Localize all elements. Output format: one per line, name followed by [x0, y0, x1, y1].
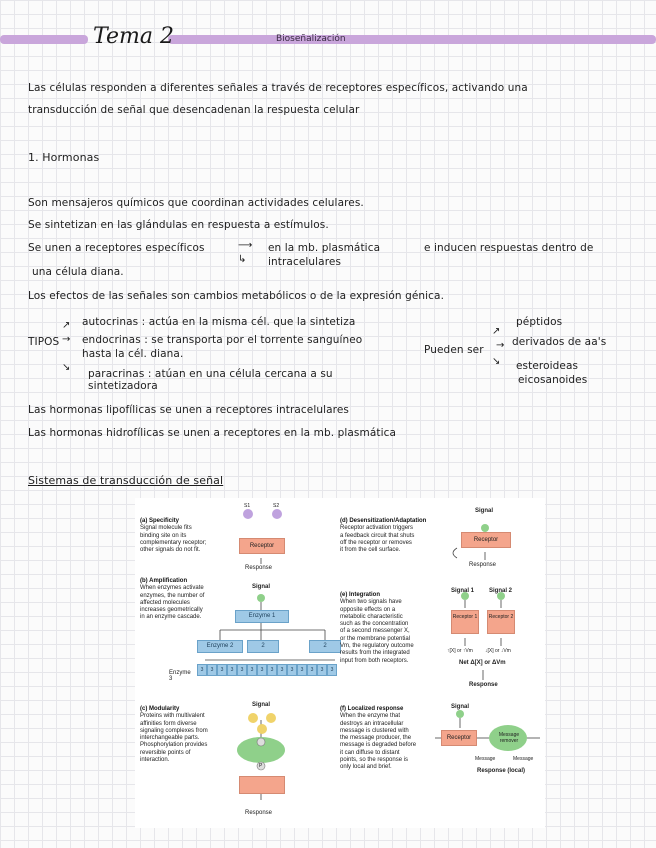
enzyme-3-box: 3 [237, 664, 247, 676]
receptor-box: Receptor [461, 532, 511, 548]
enzyme-3-box: 3 [207, 664, 217, 676]
panel-d-line: a feedback circuit that shuts [340, 532, 415, 539]
tipos-label: TIPOS [28, 336, 60, 348]
enzyme-3-box: 3 [197, 664, 207, 676]
net-change-label: Net Δ[X] or ΔVm [459, 660, 506, 666]
enzyme-2-box: 2 [247, 640, 279, 653]
panel-b-line: increases geometrically [140, 607, 203, 614]
panel-e-line: results from the integrated [340, 650, 410, 657]
panel-c-line: Proteins with multivalent [140, 713, 205, 720]
enzyme-3-box: 3 [277, 664, 287, 676]
text-line: Las hormonas lipofílicas se unen a receptores intracelulares [28, 404, 349, 416]
panel-f-line: only local and brief. [340, 764, 392, 771]
class-esteroideas: esteroideas [516, 360, 579, 372]
panel-b-title: (b) Amplification [140, 578, 188, 584]
tipo-endocrinas-cont: hasta la cél. diana. [82, 348, 184, 360]
text-line: Los efectos de las señales son cambios metabólicos o de la expresión génica. [28, 290, 445, 302]
panel-c-line: interchangeable parts. [140, 735, 200, 742]
section-heading-hormonas: 1. Hormonas [28, 151, 100, 164]
arrow-icon: ⟶ [238, 240, 253, 251]
response-label: Response [469, 562, 497, 568]
panel-e-line: or the membrane potential [340, 635, 411, 642]
panel-b-line: When enzymes activate [140, 585, 204, 592]
message-remover-label: Message remover [498, 732, 520, 744]
output-2-label: ↓[X] or ↓Vm [485, 648, 511, 654]
enzyme-3-box: 3 [257, 664, 267, 676]
receptor-1-box: Receptor 1 [451, 610, 479, 634]
enzyme-3-box: 3 [267, 664, 277, 676]
panel-a-title: (a) Specificity [140, 518, 180, 524]
panel-d-line: Receptor activation triggers [340, 525, 414, 532]
panel-c-line: signaling complexes from [140, 727, 208, 734]
enzyme-2-box: Enzyme 2 [197, 640, 243, 653]
curved-arrow-icon: ↳ [238, 254, 247, 265]
panel-d-text [340, 518, 460, 554]
signal-2-label: Signal 2 [489, 588, 513, 594]
pueden-ser-label: Pueden ser [424, 344, 484, 356]
signal-s1-label: S1 [244, 503, 251, 509]
enzyme-2-box: 2 [309, 640, 341, 653]
panel-e-line: input from both receptors. [340, 657, 409, 664]
class-eicosanoides: eicosanoides [518, 374, 588, 386]
signal-label: Signal [475, 508, 494, 514]
panel-f-text [340, 706, 440, 772]
panel-a-line: binding site on its [140, 532, 187, 539]
phospho-label: P [259, 763, 263, 769]
signal-s2-label: S2 [273, 503, 280, 509]
response-label: Response [469, 682, 498, 688]
enzyme-3-box: 3 [327, 664, 337, 676]
tipo-endocrinas: endocrinas : se transporta por el torrente sanguíneo [82, 334, 363, 346]
title-bar-left [0, 35, 88, 44]
response-label: Response [245, 565, 273, 571]
panel-e-line: Vm, the regulatory outcome [340, 643, 414, 650]
panel-f-title: (f) Localized response [340, 706, 404, 712]
panel-f-line: When the enzyme that [340, 713, 401, 720]
panel-f-line: points, so the response is [340, 757, 409, 764]
enzyme-1-box: Enzyme 1 [235, 610, 289, 623]
panel-d-title: (d) Desensitization/Adaptation [340, 518, 427, 524]
output-1-label: ↑[X] or ↑Vm [447, 648, 473, 654]
branch-intracellular: intracelulares [268, 256, 342, 268]
signal-label: Signal [451, 704, 470, 710]
curved-arrow-icon: ↗ [62, 320, 71, 331]
panel-b-line: affected molecules [140, 599, 190, 606]
panel-f-line: it can diffuse to distant [340, 749, 400, 756]
panel-e-line: such as the concentration [340, 621, 409, 628]
text-line: Se sintetizan en las glándulas en respuesta a estímulos. [28, 219, 329, 231]
curved-arrow-icon: ↘ [62, 362, 71, 373]
panel-b-text [140, 578, 235, 622]
enzyme-3-label: Enzyme 3 [169, 670, 191, 682]
response-label: Response [245, 810, 273, 816]
enzyme-3-box: 3 [317, 664, 327, 676]
panel-c-line: Phosphorylation provides [140, 742, 208, 749]
curved-arrow-icon: ↘ [492, 356, 501, 367]
signal-1-label: Signal 1 [451, 588, 475, 594]
enzyme-3-box: 3 [227, 664, 237, 676]
receptor-box: Receptor [441, 730, 477, 746]
panel-d-line: off the receptor or removes [340, 539, 412, 546]
signal-label: Signal [252, 584, 271, 590]
response-local-label: Response (local) [477, 768, 526, 774]
intro-line-1: Las células responden a diferentes señales a través de receptores específicos, activando una [28, 82, 528, 94]
receptor-2-box: Receptor 2 [487, 610, 515, 634]
panel-d-line: it from the cell surface. [340, 547, 401, 554]
enzyme-3-box: 3 [247, 664, 257, 676]
panel-a-line: complementary receptor; [140, 539, 207, 546]
signal-transduction-figure [135, 498, 545, 828]
enzyme-3-box: 3 [297, 664, 307, 676]
panel-e-line: When two signals have [340, 599, 402, 606]
text-line: Son mensajeros químicos que coordinan actividades celulares. [28, 197, 364, 209]
title-bar-right [168, 35, 656, 44]
panel-e-line: of a second messenger X, [340, 628, 410, 635]
panel-b-line: in an enzyme cascade. [140, 614, 202, 621]
panel-a-line: other signals do not fit. [140, 547, 201, 554]
arrow-icon: → [62, 334, 71, 345]
panel-a-line: Signal molecule fits [140, 525, 192, 532]
panel-b-line: enzymes, the number of [140, 592, 205, 599]
class-peptidos: péptidos [516, 316, 563, 328]
panel-c-text [140, 706, 235, 764]
text-line: Se unen a receptores específicos [28, 242, 205, 254]
message-label: Message [475, 756, 496, 762]
message-label: Message [513, 756, 534, 762]
tipo-paracrinas: paracrinas : atúan en una célula cercana a su [88, 368, 333, 380]
panel-f-line: message is clustered with [340, 727, 409, 734]
response-box [239, 776, 285, 794]
panel-a-text [140, 518, 235, 554]
enzyme-3-box: 3 [217, 664, 227, 676]
tipo-autocrinas: autocrinas : actúa en la misma cél. que la sintetiza [82, 316, 356, 328]
enzyme-3-box: 3 [287, 664, 297, 676]
signal-label: Signal [252, 702, 271, 708]
enzyme-3-box: 3 [307, 664, 317, 676]
panel-e-line: opposite effects on a [340, 606, 396, 613]
text-line: e inducen respuestas dentro de [424, 242, 594, 254]
text-line: una célula diana. [32, 266, 124, 278]
panel-c-line: interaction. [140, 757, 170, 764]
page-title: Tema 2 [93, 24, 174, 49]
panel-c-title: (c) Modularity [140, 706, 180, 712]
branch-membrane: en la mb. plasmática [268, 242, 381, 254]
panel-f-line: the message producer, the [340, 735, 412, 742]
page-subject: Bioseñalización [276, 34, 346, 44]
intro-line-2: transducción de señal que desencadenan la respuesta celular [28, 104, 360, 116]
section-heading-transduccion: Sistemas de transducción de señal [28, 474, 224, 487]
panel-f-line: message is degraded before [340, 742, 417, 749]
tipo-paracrinas-cont: sintetizadora [88, 380, 158, 392]
curved-arrow-icon: ↗ [492, 326, 501, 337]
panel-e-line: metabolic characteristic [340, 613, 403, 620]
text-line: Las hormonas hidrofílicas se unen a receptores en la mb. plasmática [28, 427, 397, 439]
panel-e-title: (e) Integration [340, 592, 380, 598]
panel-e-text [340, 592, 440, 665]
panel-c-line: reversible points of [140, 749, 191, 756]
arrow-icon: → [496, 340, 505, 351]
panel-f-line: destroys an intracellular [340, 720, 404, 727]
panel-c-line: affinities form diverse [140, 720, 197, 727]
receptor-box: Receptor [239, 538, 285, 554]
class-derivados: derivados de aa's [512, 336, 607, 348]
